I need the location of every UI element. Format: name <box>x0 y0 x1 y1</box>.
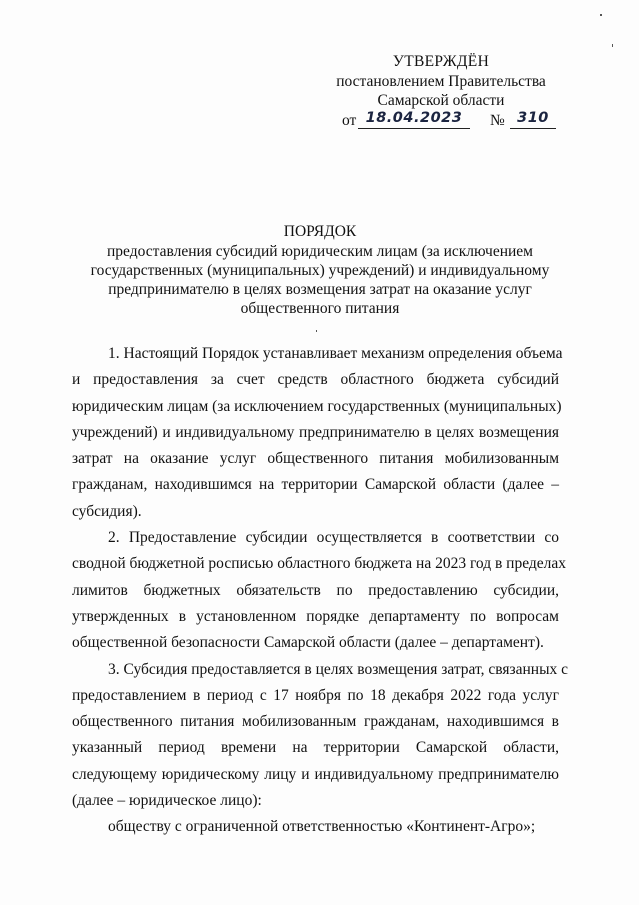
list-item: обществу с ограниченной ответственностью «Континент-Агро»; <box>108 818 536 836</box>
document-title: ПОРЯДОК <box>283 223 357 240</box>
scan-speck <box>316 330 317 332</box>
paragraph-line: учреждений) и индивидуальному предпринимателю в целях возмещения <box>72 423 559 441</box>
subtitle-line: общественного питания <box>240 300 400 317</box>
approval-title: УТВЕРЖДЁН <box>392 53 490 70</box>
paragraph-line: затрат на оказание услуг общественного питания мобилизованным <box>72 450 559 468</box>
scan-speck <box>600 14 602 16</box>
subtitle-line: предпринимателю в целях возмещения затрат на оказание услуг <box>108 281 532 298</box>
paragraph-line: гражданам, находившимся на территории Самарской области (далее – <box>72 476 559 494</box>
document-subtitle <box>60 242 580 318</box>
paragraph-line: (далее – юридическое лицо): <box>72 792 262 810</box>
paragraph-3 <box>72 657 569 815</box>
paragraph-line: сводной бюджетной росписью областного бюджета на 2023 год в пределах <box>72 555 567 573</box>
date-prefix: от <box>342 111 357 129</box>
subtitle-line: предоставления субсидий юридическим лицам (за исключением <box>107 243 533 260</box>
paragraph-line: 1. Настоящий Порядок устанавливает механизм определения объема <box>108 345 563 362</box>
paragraph-line: общественного питания мобилизованным гражданам, находившимся в <box>72 713 559 731</box>
paragraph-line: указанный период времени на территории Самарской области, <box>72 739 559 757</box>
paragraph-line: 3. Субсидия предоставляется в целях возмещения затрат, связанных с <box>108 660 569 678</box>
paragraph-1 <box>72 341 563 525</box>
paragraph-line: утвержденных в установленном порядке департаменту по вопросам <box>72 607 559 625</box>
approval-block <box>326 52 556 133</box>
handwritten-number: 310 <box>510 109 556 129</box>
paragraph-line: 2. Предоставление субсидии осуществляется в соответствии со <box>108 529 559 547</box>
approval-line-1: постановлением Правительства <box>336 72 546 90</box>
paragraph-line: общественной безопасности Самарской области (далее – департамент). <box>72 634 544 652</box>
paragraph-line: субсидия). <box>72 502 142 520</box>
document-body <box>72 341 569 841</box>
approval-date-line <box>326 111 556 133</box>
paragraph-2 <box>72 525 567 656</box>
subtitle-line: государственных (муниципальных) учреждений) и индивидуальному <box>90 262 550 279</box>
paragraph-line: и предоставления за счет средств областного бюджета субсидий <box>72 371 559 389</box>
paragraph-line: предоставлением в период с 17 ноября по 18 декабря 2022 года услуг <box>72 686 559 704</box>
scan-speck <box>612 44 613 47</box>
paragraph-line: лимитов бюджетных обязательств по предоставлению субсидии, <box>72 581 559 599</box>
paragraph-line: юридическим лицам (за исключением государственных (муниципальных) <box>72 397 562 415</box>
list-block <box>72 814 559 840</box>
number-sign: № <box>490 111 505 129</box>
handwritten-date: 18.04.2023 <box>358 109 470 129</box>
approval-line-2: Самарской области <box>377 92 505 109</box>
paragraph-line: следующему юридическому лицу и индивидуальному предпринимателю <box>72 765 559 783</box>
